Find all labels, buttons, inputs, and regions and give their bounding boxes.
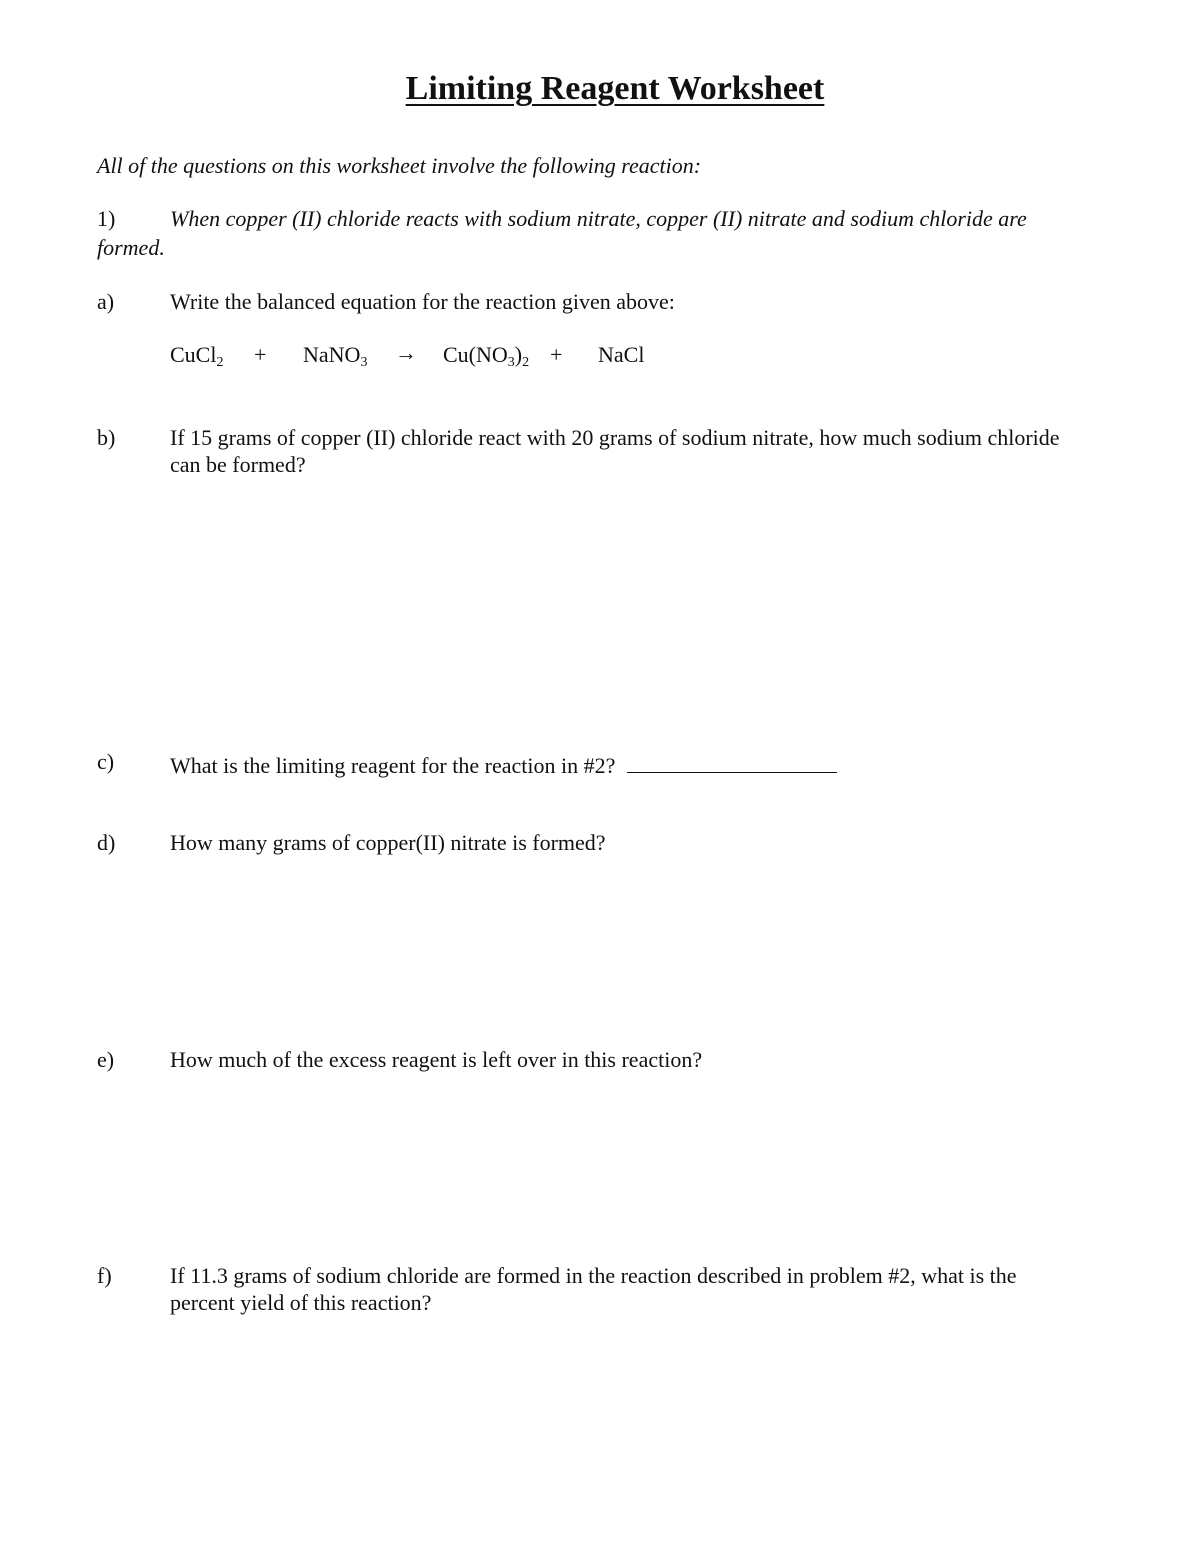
equation-cuno32: $Cu(NO_3)_2$ xyxy=(443,342,530,370)
problem-1-number: 1) xyxy=(97,206,116,231)
equation-arrow-icon: → xyxy=(395,340,417,365)
equation-nano3: NaNO$_3$ xyxy=(303,342,368,370)
problem-1-text-line1: When copper (II) chloride reacts with sodium nitrate, copper (II) nitrate and sodium chloride are xyxy=(170,206,1027,231)
question-d-label: d) xyxy=(97,830,116,855)
problem-1-text-line2: formed. xyxy=(97,235,165,260)
question-b-text-line2: can be formed? xyxy=(170,452,306,477)
question-c-label: c) xyxy=(97,749,115,774)
equation-cucl2: CuCl$_2$ xyxy=(170,342,224,370)
question-d-text: How many grams of copper(II) nitrate is formed? xyxy=(170,830,606,855)
question-e-text: How much of the excess reagent is left over in this reaction? xyxy=(170,1047,703,1072)
question-f-text-line1: If 11.3 grams of sodium chloride are formed in the reaction described in problem #2, what is the xyxy=(170,1263,1017,1288)
equation-plus-1: + xyxy=(254,342,267,367)
intro-text: All of the questions on this worksheet involve the following reaction: xyxy=(97,153,702,178)
question-c-text: What is the limiting reagent for the reaction in #2? xyxy=(170,753,616,778)
question-a-label: a) xyxy=(97,289,115,314)
question-f-text-line2: percent yield of this reaction? xyxy=(170,1290,432,1315)
question-e-label: e) xyxy=(97,1047,115,1072)
limiting-reagent-answer-blank[interactable] xyxy=(627,748,837,773)
page-title: Limiting Reagent Worksheet xyxy=(405,70,825,107)
question-b-text-line1: If 15 grams of copper (II) chloride react with 20 grams of sodium nitrate, how much sodium chloride xyxy=(170,425,1060,450)
equation-nacl: NaCl xyxy=(598,342,645,367)
question-b-label: b) xyxy=(97,425,116,450)
question-f-label: f) xyxy=(97,1263,112,1288)
question-c-line xyxy=(170,748,837,780)
question-a-text: Write the balanced equation for the reaction given above: xyxy=(170,289,675,314)
equation-plus-2: + xyxy=(550,342,563,367)
